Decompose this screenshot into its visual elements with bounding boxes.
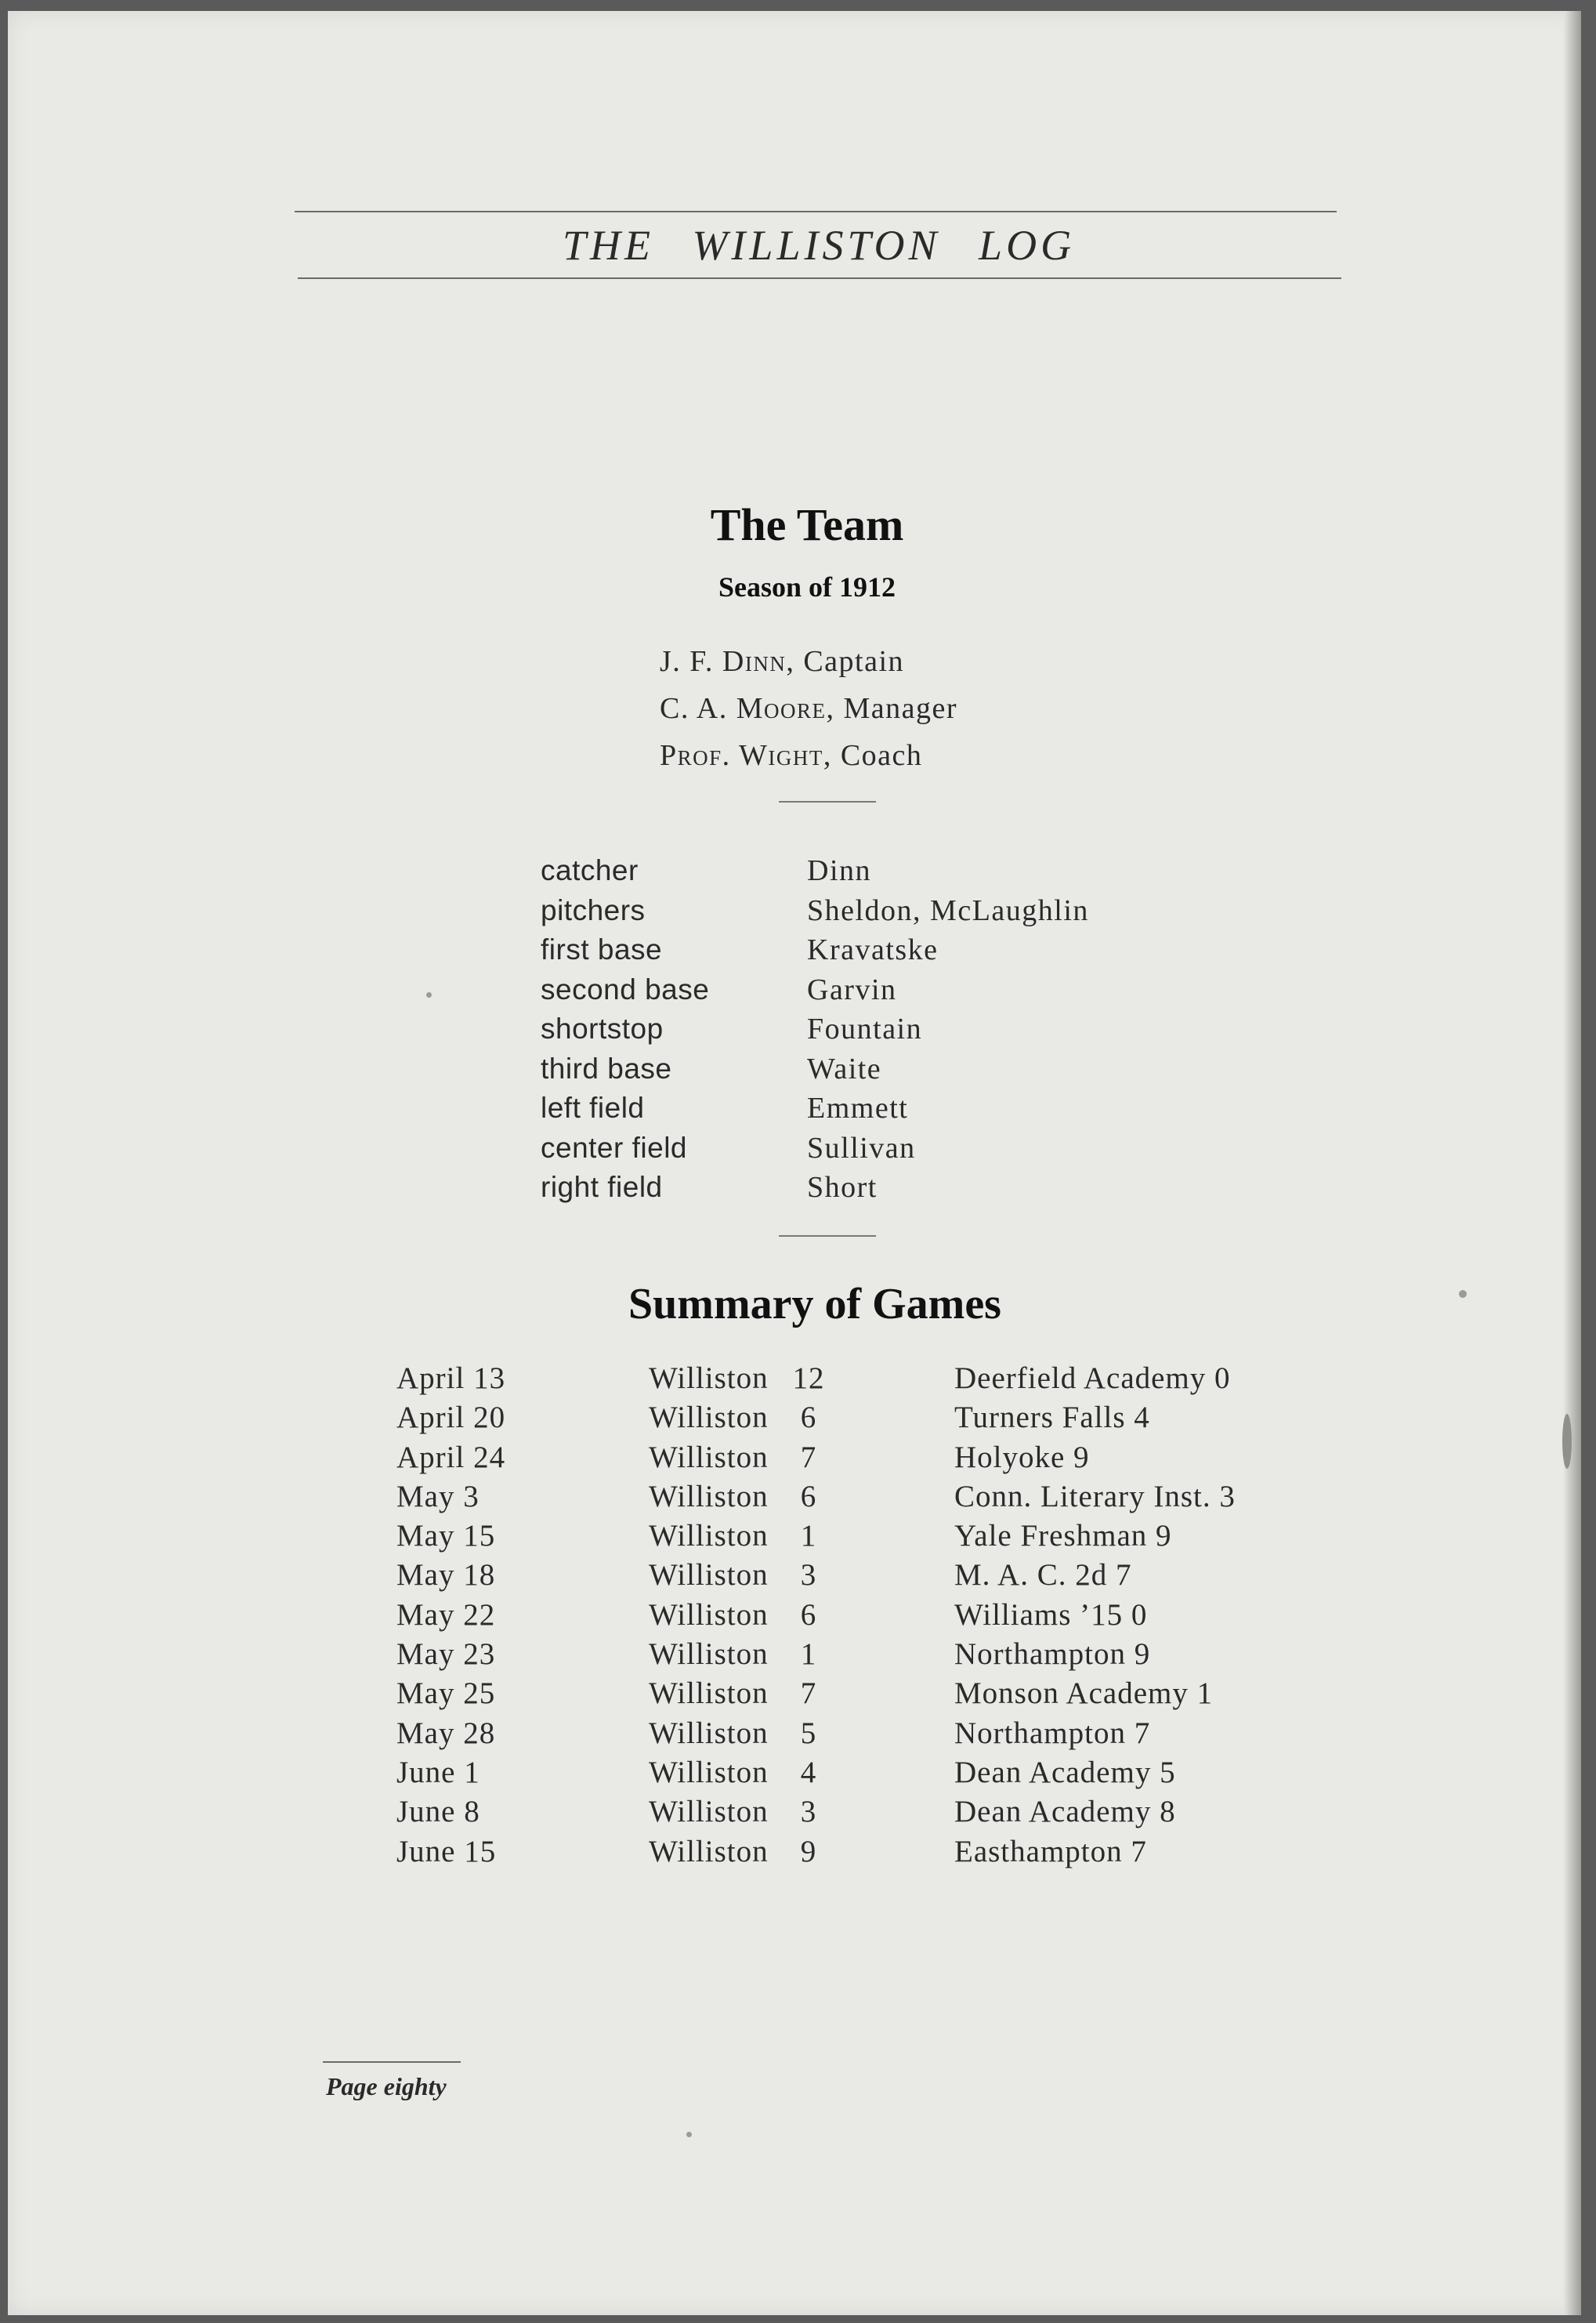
roster-row: second base Garvin (541, 973, 897, 1006)
game-row: May 18 Williston 3 M. A. C. 2d 7 (396, 1558, 1132, 1593)
page-edge (1564, 11, 1581, 2315)
summary-heading: Summary of Games (628, 1280, 1001, 1328)
team-staff (660, 638, 957, 779)
header-bottom-rule (298, 277, 1341, 279)
paper-speck (426, 992, 432, 998)
game-row: April 24 Williston 7 Holyoke 9 (396, 1440, 1090, 1474)
staff-coach: Prof. Wight, Coach (660, 739, 923, 772)
staff-captain: J. F. Dinn, Captain (660, 645, 905, 678)
divider (779, 1235, 876, 1237)
roster-row: first base Kravatske (541, 933, 939, 966)
game-row: April 13 Williston 12 Deerfield Academy 0 (396, 1361, 1231, 1395)
divider (779, 801, 876, 803)
roster-row: right field Short (541, 1171, 878, 1204)
paper-stain (1562, 1414, 1572, 1469)
game-row: June 15 Williston 9 Easthampton 7 (396, 1834, 1147, 1868)
roster-row: pitchers Sheldon, McLaughlin (541, 893, 1089, 927)
season-subheading: Season of 1912 (718, 571, 896, 603)
game-row: May 3 Williston 6 Conn. Literary Inst. 3 (396, 1479, 1236, 1513)
game-row: May 22 Williston 6 Williams ’15 0 (396, 1597, 1148, 1632)
book-page (8, 11, 1581, 2315)
game-row: June 1 Williston 4 Dean Academy 5 (396, 1755, 1176, 1789)
staff-name: Moore (736, 692, 827, 725)
header-top-rule (295, 211, 1337, 212)
game-row: May 23 Williston 1 Northampton 9 (396, 1637, 1151, 1672)
page-number: Page eighty (326, 2072, 447, 2100)
team-heading: The Team (710, 499, 904, 550)
roster-row: catcher Dinn (541, 854, 871, 887)
paper-speck (1459, 1290, 1467, 1298)
running-title: THE WILLISTON LOG (562, 222, 1076, 269)
games-table (396, 1359, 1236, 1872)
game-row: April 20 Williston 6 Turners Falls 4 (396, 1401, 1150, 1435)
roster-row: shortstop Fountain (541, 1013, 923, 1046)
roster-row: third base Waite (541, 1052, 882, 1085)
staff-name: Prof. Wight (660, 739, 823, 772)
roster-row: center field Sullivan (541, 1131, 916, 1165)
roster-list (541, 851, 1089, 1208)
paper-speck (686, 2132, 692, 2137)
game-row: May 25 Williston 7 Monson Academy 1 (396, 1676, 1214, 1711)
footer-rule (323, 2061, 461, 2063)
roster-row: left field Emmett (541, 1092, 909, 1125)
staff-name: Dinn (722, 645, 787, 678)
game-row: May 28 Williston 5 Northampton 7 (396, 1716, 1151, 1750)
game-row: May 15 Williston 1 Yale Freshman 9 (396, 1519, 1172, 1553)
staff-manager: C. A. Moore, Manager (660, 692, 958, 725)
game-row: June 8 Williston 3 Dean Academy 8 (396, 1795, 1176, 1829)
